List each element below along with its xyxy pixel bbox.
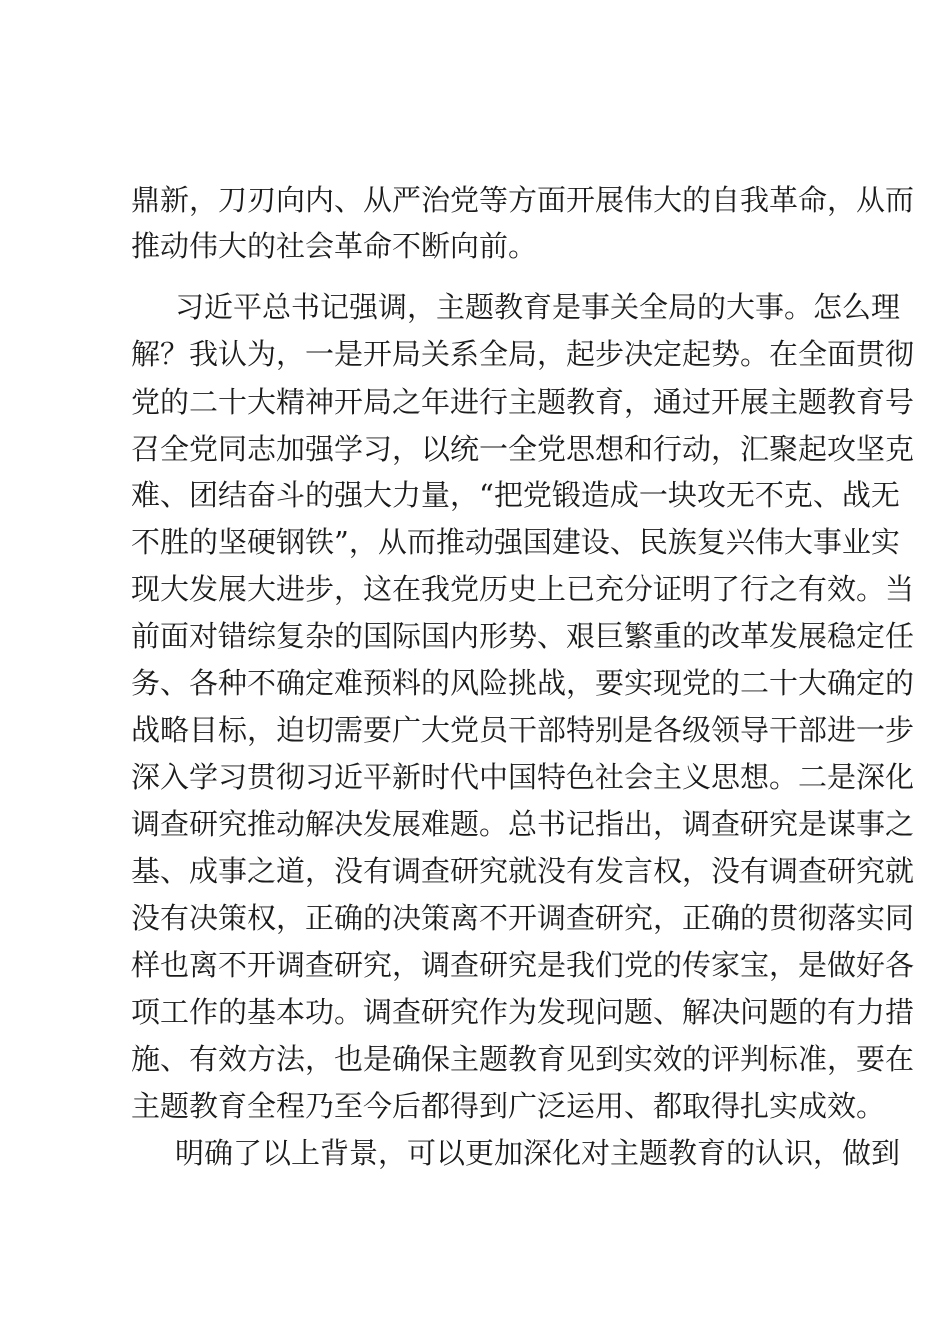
text-line-18: 项工作的基本功。调查研究作为发现问题、解决问题的有力措 bbox=[131, 995, 915, 1029]
text-line-20: 主题教育全程乃至今后都得到广泛运用、都取得扎实成效。 bbox=[131, 1089, 886, 1123]
text-line-13: 深入学习贯彻习近平新时代中国特色社会主义思想。二是深化 bbox=[131, 760, 915, 794]
text-line-9: 现大发展大进步，这在我党历史上已充分证明了行之有效。当 bbox=[131, 572, 915, 606]
text-line-11: 务、各种不确定难预料的风险挑战，要实现党的二十大确定的 bbox=[131, 666, 915, 700]
text-line-3: 习近平总书记强调，主题教育是事关全局的大事。怎么理 bbox=[175, 290, 901, 324]
text-line-1: 鼎新，刀刃向内、从严治党等方面开展伟大的自我革命，从而 bbox=[131, 183, 915, 217]
text-line-21: 明确了以上背景，可以更加深化对主题教育的认识，做到 bbox=[175, 1136, 901, 1170]
text-line-8: 不胜的坚硬钢铁”，从而推动强国建设、民族复兴伟大事业实 bbox=[131, 525, 900, 559]
text-line-4: 解？我认为，一是开局关系全局，起步决定起势。在全面贯彻 bbox=[131, 337, 915, 371]
text-line-2: 推动伟大的社会革命不断向前。 bbox=[131, 229, 538, 263]
text-line-17: 样也离不开调查研究，调查研究是我们党的传家宝，是做好各 bbox=[131, 948, 915, 982]
text-line-12: 战略目标，迫切需要广大党员干部特别是各级领导干部进一步 bbox=[131, 713, 915, 747]
text-line-6: 召全党同志加强学习，以统一全党思想和行动，汇聚起攻坚克 bbox=[131, 432, 915, 466]
text-line-19: 施、有效方法，也是确保主题教育见到实效的评判标准，要在 bbox=[131, 1042, 915, 1076]
text-line-7: 难、团结奋斗的强大力量，“把党锻造成一块攻无不克、战无 bbox=[131, 478, 900, 512]
text-line-14: 调查研究推动解决发展难题。总书记指出，调查研究是谋事之 bbox=[131, 807, 915, 841]
text-line-10: 前面对错综复杂的国际国内形势、艰巨繁重的改革发展稳定任 bbox=[131, 619, 915, 653]
text-line-5: 党的二十大精神开局之年进行主题教育，通过开展主题教育号 bbox=[131, 385, 915, 419]
text-line-16: 没有决策权，正确的决策离不开调查研究，正确的贯彻落实同 bbox=[131, 901, 915, 935]
text-line-15: 基、成事之道，没有调查研究就没有发言权，没有调查研究就 bbox=[131, 854, 915, 888]
